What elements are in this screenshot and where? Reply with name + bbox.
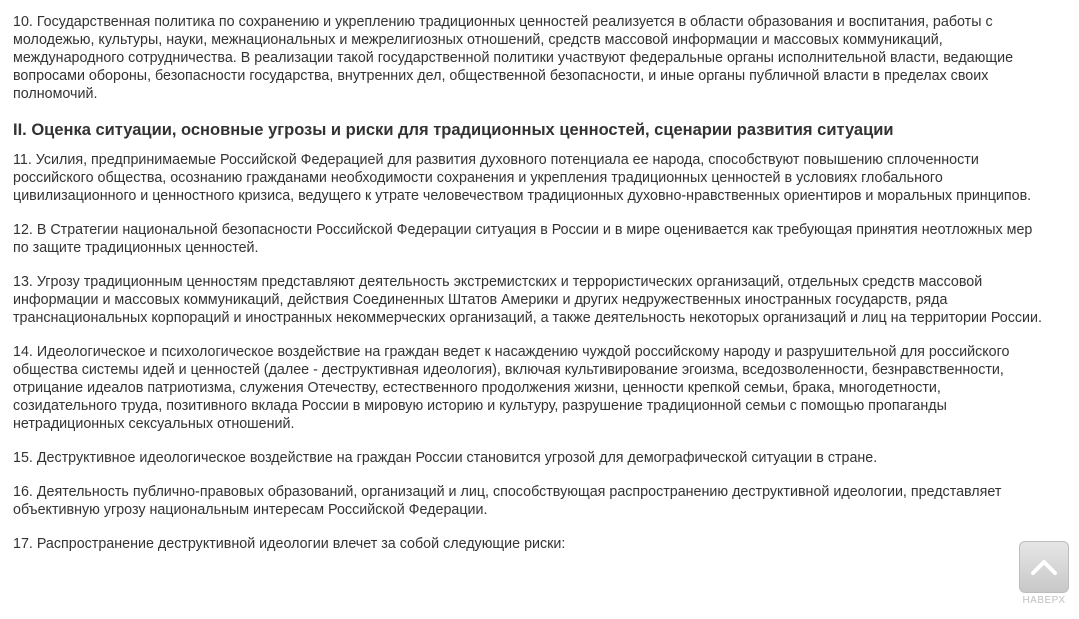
paragraph-12: 12. В Стратегии национальной безопасности Российской Федерации ситуация в России и в мире оценивается как требующая принятия неотложных мер по защите традиционных ценностей.: [13, 222, 1033, 256]
scroll-to-top-label[interactable]: НАВЕРХ: [1022, 595, 1066, 606]
paragraph-15: 15. Деструктивное идеологическое воздействие на граждан России становится угрозой для демографической ситуации в стране.: [13, 450, 878, 466]
chevron-up-icon: [1030, 558, 1058, 576]
paragraph-13: 13. Угрозу традиционным ценностям представляют деятельность экстремистских и террористических организаций, отдельных средств массовой информации и массовых коммуникаций, действия Соединенных Штатов Америки и других недружественных иностранных государств, ряда транснациональных корпораций и иностранных некоммерческих организаций, а также деятельность некоторых организаций и лиц на территории России.: [13, 274, 1042, 326]
section-heading: II. Оценка ситуации, основные угрозы и риски для традиционных ценностей, сценарии развития ситуации: [13, 121, 894, 139]
paragraph-10: 10. Государственная политика по сохранению и укреплению традиционных ценностей реализуется в области образования и воспитания, работы с молодежью, культуры, науки, межнациональных и межрелигиозных отношений, средств массовой информации и массовых коммуникаций, международного сотрудничества. В реализации такой государственной политики участвуют федеральные органы исполнительной власти, ведающие вопросами обороны, безопасности государства, внутренних дел, общественной безопасности, и иные органы публичной власти в пределах своих полномочий.: [13, 14, 1014, 102]
paragraph-14: 14. Идеологическое и психологическое воздействие на граждан ведет к насаждению чуждой российскому народу и разрушительной для российского общества системы идей и ценностей (далее - деструктивная идеология), включая культивирование эгоизма, вседозволенности, безнравственности, отрицание идеалов патриотизма, служения Отечеству, естественного продолжения жизни, ценности крепкой семьи, брака, многодетности, созидательного труда, позитивного вклада России в мировую историю и культуру, разрушение традиционной семьи с помощью пропаганды нетрадиционных сексуальных отношений.: [13, 344, 1010, 432]
paragraph-17: 17. Распространение деструктивной идеологии влечет за собой следующие риски:: [13, 536, 566, 552]
article-content: [13, 13, 1043, 569]
paragraph-16: 16. Деятельность публично-правовых образований, организаций и лиц, способствующая распространению деструктивной идеологии, представляет объективную угрозу национальным интересам Российской Федерации.: [13, 484, 1002, 518]
scroll-to-top-button[interactable]: [1019, 541, 1069, 593]
paragraph-11: 11. Усилия, предпринимаемые Российской Федерацией для развития духовного потенциала ее народа, способствуют повышению сплоченности российского общества, осознанию гражданами необходимости сохранения и укрепления традиционных ценностей в условиях глобального цивилизационного и ценностного кризиса, ведущего к утрате человечеством традиционных духовно-нравственных ориентиров и моральных принципов.: [13, 152, 1032, 204]
